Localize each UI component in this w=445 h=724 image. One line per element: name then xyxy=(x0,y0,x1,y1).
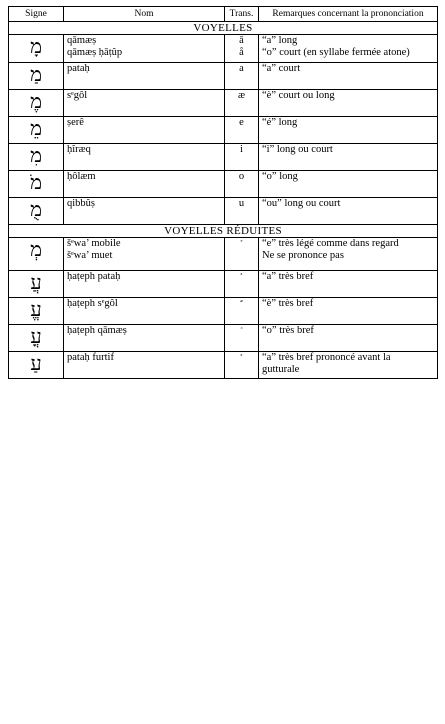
vowel-sign xyxy=(9,271,64,298)
vowel-name: ḥaṭeph pataḥ xyxy=(64,271,225,298)
vowel-remarks: “i” long ou court xyxy=(259,144,438,171)
table-row xyxy=(9,144,438,171)
vowel-remarks xyxy=(259,352,438,379)
hebrew-vowels-table xyxy=(8,6,438,379)
vowel-transliteration: u xyxy=(225,198,259,225)
remark-line: “e” très légé comme dans regard xyxy=(262,238,399,249)
vowel-remarks: “è” très bref xyxy=(259,298,438,325)
vowel-name: qibbûṣ xyxy=(64,198,225,225)
vowel-transliteration: e xyxy=(225,117,259,144)
vowel-transliteration: æ xyxy=(225,90,259,117)
header-name: Nom xyxy=(64,7,225,22)
vowel-remarks: “o” long xyxy=(259,171,438,198)
vowel-transliteration: o xyxy=(225,171,259,198)
vowel-sign xyxy=(9,171,64,198)
table-row xyxy=(9,63,438,90)
vowel-sign xyxy=(9,298,64,325)
transliteration-superscript: ᵆ xyxy=(240,298,243,306)
vowel-transliteration xyxy=(225,325,259,352)
vowel-sign xyxy=(9,352,64,379)
vowel-remarks: “ou” long ou court xyxy=(259,198,438,225)
header-remarks: Remarques concernant la prononciation xyxy=(259,7,438,22)
section-title: VOYELLES RÉDUITES xyxy=(9,225,438,238)
vowel-transliteration xyxy=(225,238,259,271)
vowel-sign xyxy=(9,144,64,171)
remark-line: “a” très bref prononcé avant la xyxy=(262,352,391,363)
vowel-name xyxy=(64,35,225,63)
section-title: VOYELLES xyxy=(9,22,438,35)
table-row xyxy=(9,35,438,63)
hebrew-sign: עֲ xyxy=(30,270,42,294)
table-row xyxy=(9,171,438,198)
vowel-transliteration xyxy=(225,35,259,63)
table-row xyxy=(9,117,438,144)
vowel-name: ḥaṭeph sᵉgôl xyxy=(64,298,225,325)
hebrew-sign: מַ xyxy=(30,62,42,86)
header-trans: Trans. xyxy=(225,7,259,22)
vowel-remarks xyxy=(259,238,438,271)
header-sign: Signe xyxy=(9,7,64,22)
vowel-name: ṣerê xyxy=(64,117,225,144)
hebrew-sign: מֻ xyxy=(30,197,42,221)
transliteration-superscript: ᵃ xyxy=(240,271,243,279)
remark-line: gutturale xyxy=(262,364,300,375)
hebrew-sign: מָ xyxy=(30,34,42,58)
vowel-name: ḥîræq xyxy=(64,144,225,171)
vowel-remarks: “é” long xyxy=(259,117,438,144)
table-row xyxy=(9,298,438,325)
vowel-remarks xyxy=(259,35,438,63)
vowel-sign xyxy=(9,238,64,271)
vowel-transliteration: i xyxy=(225,144,259,171)
table-row xyxy=(9,90,438,117)
header-row xyxy=(9,7,438,22)
transliteration-line: å xyxy=(239,47,244,58)
table-row xyxy=(9,352,438,379)
vowel-sign xyxy=(9,63,64,90)
transliteration-superscript: ᵓ xyxy=(240,325,243,333)
remark-line: “o” court (en syllabe fermée atone) xyxy=(262,47,410,58)
transliteration-superscript: ᵃ xyxy=(240,352,243,360)
vowel-transliteration xyxy=(225,271,259,298)
vowel-transliteration xyxy=(225,352,259,379)
transliteration-superscript: ᵉ xyxy=(240,238,243,246)
hebrew-sign: מֹ xyxy=(30,170,42,194)
vowel-remarks: “a” très bref xyxy=(259,271,438,298)
vowel-sign xyxy=(9,35,64,63)
remark-line: Ne se prononce pas xyxy=(262,250,344,261)
vowel-name: pataḥ xyxy=(64,63,225,90)
hebrew-sign: עֳ xyxy=(30,324,42,348)
hebrew-sign: מֶ xyxy=(30,89,42,113)
hebrew-sign: עֱ xyxy=(30,297,42,321)
transliteration-line: ā xyxy=(239,35,244,46)
table-row xyxy=(9,198,438,225)
vowel-sign xyxy=(9,325,64,352)
vowel-sign xyxy=(9,198,64,225)
vowel-name-line: qāmæṣ ḥāṭûp xyxy=(67,47,123,58)
vowel-name: ḥaṭeph qāmæṣ xyxy=(64,325,225,352)
vowel-name: ḥôlæm xyxy=(64,171,225,198)
vowel-name-line: šᵉwa’ mobile xyxy=(67,238,121,249)
hebrew-sign: מִ xyxy=(30,143,42,167)
vowel-remarks: “a” court xyxy=(259,63,438,90)
hebrew-sign: מְ xyxy=(30,237,42,261)
hebrew-sign: מֵ xyxy=(30,116,42,140)
table-row xyxy=(9,238,438,271)
section-header-row xyxy=(9,22,438,35)
vowel-name-line: qāmæṣ xyxy=(67,35,97,46)
vowel-name-line: šᵉwa’ muet xyxy=(67,250,113,261)
section-header-row xyxy=(9,225,438,238)
vowel-remarks: “o” très bref xyxy=(259,325,438,352)
vowel-sign xyxy=(9,117,64,144)
vowel-transliteration: a xyxy=(225,63,259,90)
vowel-sign xyxy=(9,90,64,117)
remark-line: “a” long xyxy=(262,35,298,46)
vowel-name: pataḥ furtif xyxy=(64,352,225,379)
hebrew-sign: עַ xyxy=(30,351,42,375)
table-row xyxy=(9,325,438,352)
vowel-name: sᵉgôl xyxy=(64,90,225,117)
table-row xyxy=(9,271,438,298)
vowel-transliteration xyxy=(225,298,259,325)
vowel-remarks: “è” court ou long xyxy=(259,90,438,117)
vowel-name xyxy=(64,238,225,271)
